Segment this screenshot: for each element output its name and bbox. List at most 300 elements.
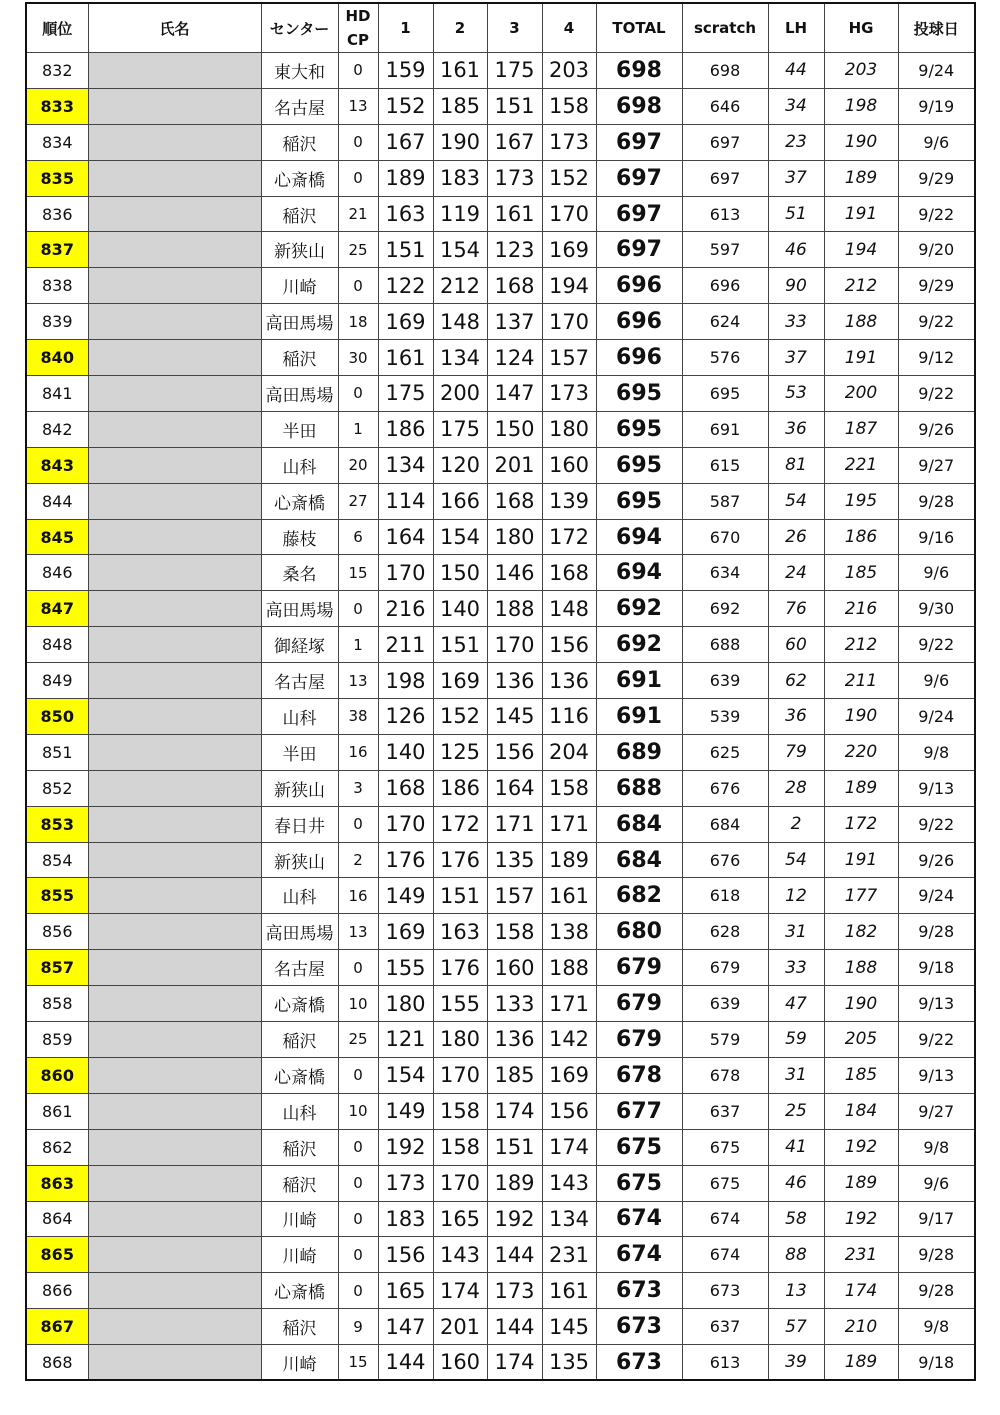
date-cell: 9/22 <box>898 806 975 842</box>
hg-cell: 191 <box>824 196 898 232</box>
table-row <box>26 232 975 268</box>
game-1-cell: 169 <box>378 914 433 950</box>
date-cell: 9/26 <box>898 411 975 447</box>
ranking-table <box>25 2 976 1381</box>
rank-cell: 860 <box>26 1057 88 1093</box>
lh-cell: 81 <box>768 447 824 483</box>
lh-cell: 53 <box>768 376 824 412</box>
game-1-cell: 163 <box>378 196 433 232</box>
scratch-cell: 579 <box>682 1022 768 1058</box>
hg-cell: 195 <box>824 483 898 519</box>
total-cell: 695 <box>596 411 682 447</box>
hg-cell: 182 <box>824 914 898 950</box>
game-2-cell: 150 <box>433 555 487 591</box>
lh-cell: 23 <box>768 124 824 160</box>
lh-cell: 57 <box>768 1309 824 1345</box>
lh-cell: 76 <box>768 591 824 627</box>
game-1-cell: 168 <box>378 770 433 806</box>
date-cell: 9/18 <box>898 1345 975 1381</box>
game-3-cell: 170 <box>487 627 542 663</box>
hg-cell: 221 <box>824 447 898 483</box>
name-cell <box>88 734 261 770</box>
rank-cell: 868 <box>26 1345 88 1381</box>
center-cell: 新狭山 <box>261 842 338 878</box>
header-center: センター <box>261 3 338 53</box>
game-1-cell: 114 <box>378 483 433 519</box>
center-cell: 名古屋 <box>261 663 338 699</box>
lh-cell: 90 <box>768 268 824 304</box>
name-cell <box>88 88 261 124</box>
game-4-cell: 116 <box>542 699 596 735</box>
hdcp-cell: 38 <box>338 699 378 735</box>
name-cell <box>88 483 261 519</box>
game-1-cell: 180 <box>378 986 433 1022</box>
game-4-cell: 161 <box>542 878 596 914</box>
date-cell: 9/24 <box>898 53 975 89</box>
game-1-cell: 170 <box>378 806 433 842</box>
rank-cell: 844 <box>26 483 88 519</box>
date-cell: 9/28 <box>898 483 975 519</box>
rank-cell: 834 <box>26 124 88 160</box>
hdcp-cell: 10 <box>338 1093 378 1129</box>
date-cell: 9/17 <box>898 1201 975 1237</box>
game-4-cell: 169 <box>542 232 596 268</box>
name-cell <box>88 806 261 842</box>
date-cell: 9/28 <box>898 1273 975 1309</box>
game-3-cell: 174 <box>487 1345 542 1381</box>
total-cell: 695 <box>596 483 682 519</box>
hdcp-cell: 0 <box>338 376 378 412</box>
rank-cell: 864 <box>26 1201 88 1237</box>
game-3-cell: 136 <box>487 1022 542 1058</box>
game-4-cell: 134 <box>542 1201 596 1237</box>
name-cell <box>88 447 261 483</box>
game-2-cell: 176 <box>433 950 487 986</box>
scratch-cell: 675 <box>682 1129 768 1165</box>
total-cell: 689 <box>596 734 682 770</box>
header-game-1: 1 <box>378 3 433 53</box>
name-cell <box>88 555 261 591</box>
game-4-cell: 171 <box>542 806 596 842</box>
hg-cell: 184 <box>824 1093 898 1129</box>
game-1-cell: 186 <box>378 411 433 447</box>
hg-cell: 185 <box>824 555 898 591</box>
total-cell: 684 <box>596 806 682 842</box>
rank-cell: 833 <box>26 88 88 124</box>
table-row <box>26 53 975 89</box>
scratch-cell: 637 <box>682 1093 768 1129</box>
table-row <box>26 950 975 986</box>
total-cell: 673 <box>596 1345 682 1381</box>
hg-cell: 172 <box>824 806 898 842</box>
rank-cell: 855 <box>26 878 88 914</box>
table-row <box>26 878 975 914</box>
center-cell: 藤枝 <box>261 519 338 555</box>
game-4-cell: 138 <box>542 914 596 950</box>
rank-cell: 840 <box>26 340 88 376</box>
table-row <box>26 1345 975 1381</box>
total-cell: 696 <box>596 304 682 340</box>
hdcp-cell: 0 <box>338 1129 378 1165</box>
game-3-cell: 157 <box>487 878 542 914</box>
total-cell: 697 <box>596 160 682 196</box>
total-cell: 694 <box>596 555 682 591</box>
table-row <box>26 806 975 842</box>
scratch-cell: 679 <box>682 950 768 986</box>
name-cell <box>88 340 261 376</box>
hdcp-cell: 0 <box>338 591 378 627</box>
game-1-cell: 175 <box>378 376 433 412</box>
game-2-cell: 120 <box>433 447 487 483</box>
name-cell <box>88 914 261 950</box>
table-row <box>26 1129 975 1165</box>
center-cell: 川崎 <box>261 1201 338 1237</box>
date-cell: 9/8 <box>898 734 975 770</box>
center-cell: 高田馬場 <box>261 914 338 950</box>
total-cell: 691 <box>596 699 682 735</box>
rank-cell: 841 <box>26 376 88 412</box>
hg-cell: 189 <box>824 160 898 196</box>
game-4-cell: 188 <box>542 950 596 986</box>
header-date: 投球日 <box>898 3 975 53</box>
center-cell: 稲沢 <box>261 340 338 376</box>
game-4-cell: 189 <box>542 842 596 878</box>
name-cell <box>88 1057 261 1093</box>
name-cell <box>88 627 261 663</box>
scratch-cell: 673 <box>682 1273 768 1309</box>
center-cell: 御経塚 <box>261 627 338 663</box>
hg-cell: 185 <box>824 1057 898 1093</box>
game-3-cell: 151 <box>487 1129 542 1165</box>
game-1-cell: 189 <box>378 160 433 196</box>
game-1-cell: 161 <box>378 340 433 376</box>
table-row <box>26 1165 975 1201</box>
table-row <box>26 304 975 340</box>
game-2-cell: 172 <box>433 806 487 842</box>
game-2-cell: 119 <box>433 196 487 232</box>
scratch-cell: 676 <box>682 842 768 878</box>
game-2-cell: 155 <box>433 986 487 1022</box>
game-2-cell: 183 <box>433 160 487 196</box>
rank-cell: 863 <box>26 1165 88 1201</box>
rank-cell: 846 <box>26 555 88 591</box>
game-1-cell: 183 <box>378 1201 433 1237</box>
hdcp-cell: 15 <box>338 1345 378 1381</box>
lh-cell: 25 <box>768 1093 824 1129</box>
rank-cell: 865 <box>26 1237 88 1273</box>
hg-cell: 212 <box>824 268 898 304</box>
center-cell: 高田馬場 <box>261 304 338 340</box>
lh-cell: 34 <box>768 88 824 124</box>
lh-cell: 13 <box>768 1273 824 1309</box>
name-cell <box>88 411 261 447</box>
rank-cell: 837 <box>26 232 88 268</box>
table-row <box>26 88 975 124</box>
header-hdcp-line1: HD <box>345 7 371 25</box>
total-cell: 675 <box>596 1129 682 1165</box>
game-1-cell: 134 <box>378 447 433 483</box>
lh-cell: 60 <box>768 627 824 663</box>
game-2-cell: 165 <box>433 1201 487 1237</box>
game-3-cell: 160 <box>487 950 542 986</box>
date-cell: 9/24 <box>898 699 975 735</box>
name-cell <box>88 878 261 914</box>
game-1-cell: 165 <box>378 1273 433 1309</box>
game-1-cell: 216 <box>378 591 433 627</box>
hg-cell: 177 <box>824 878 898 914</box>
game-3-cell: 158 <box>487 914 542 950</box>
header-name: 氏名 <box>88 3 261 53</box>
hdcp-cell: 0 <box>338 53 378 89</box>
table-row <box>26 1237 975 1273</box>
header-game-2: 2 <box>433 3 487 53</box>
center-cell: 高田馬場 <box>261 376 338 412</box>
name-cell <box>88 950 261 986</box>
game-4-cell: 174 <box>542 1129 596 1165</box>
center-cell: 山科 <box>261 1093 338 1129</box>
hg-cell: 190 <box>824 986 898 1022</box>
date-cell: 9/16 <box>898 519 975 555</box>
game-4-cell: 171 <box>542 986 596 1022</box>
hdcp-cell: 6 <box>338 519 378 555</box>
date-cell: 9/22 <box>898 304 975 340</box>
hdcp-cell: 0 <box>338 160 378 196</box>
game-2-cell: 212 <box>433 268 487 304</box>
name-cell <box>88 1165 261 1201</box>
scratch-cell: 576 <box>682 340 768 376</box>
rank-cell: 836 <box>26 196 88 232</box>
hdcp-cell: 21 <box>338 196 378 232</box>
hg-cell: 220 <box>824 734 898 770</box>
hdcp-cell: 1 <box>338 627 378 663</box>
game-3-cell: 145 <box>487 699 542 735</box>
game-3-cell: 201 <box>487 447 542 483</box>
lh-cell: 36 <box>768 699 824 735</box>
total-cell: 696 <box>596 340 682 376</box>
date-cell: 9/13 <box>898 986 975 1022</box>
name-cell <box>88 268 261 304</box>
center-cell: 川崎 <box>261 1237 338 1273</box>
table-row <box>26 411 975 447</box>
date-cell: 9/29 <box>898 160 975 196</box>
table-row <box>26 986 975 1022</box>
game-2-cell: 174 <box>433 1273 487 1309</box>
scratch-cell: 696 <box>682 268 768 304</box>
game-3-cell: 180 <box>487 519 542 555</box>
scratch-cell: 637 <box>682 1309 768 1345</box>
game-4-cell: 203 <box>542 53 596 89</box>
game-2-cell: 125 <box>433 734 487 770</box>
game-1-cell: 147 <box>378 1309 433 1345</box>
scratch-cell: 691 <box>682 411 768 447</box>
total-cell: 697 <box>596 196 682 232</box>
lh-cell: 39 <box>768 1345 824 1381</box>
game-4-cell: 173 <box>542 124 596 160</box>
game-4-cell: 169 <box>542 1057 596 1093</box>
scratch-cell: 618 <box>682 878 768 914</box>
game-3-cell: 144 <box>487 1237 542 1273</box>
scratch-cell: 587 <box>682 483 768 519</box>
total-cell: 679 <box>596 986 682 1022</box>
hg-cell: 231 <box>824 1237 898 1273</box>
game-3-cell: 151 <box>487 88 542 124</box>
game-2-cell: 186 <box>433 770 487 806</box>
total-cell: 679 <box>596 1022 682 1058</box>
header-game-4: 4 <box>542 3 596 53</box>
table-row <box>26 914 975 950</box>
date-cell: 9/22 <box>898 1022 975 1058</box>
game-2-cell: 185 <box>433 88 487 124</box>
center-cell: 川崎 <box>261 1345 338 1381</box>
game-3-cell: 175 <box>487 53 542 89</box>
game-3-cell: 173 <box>487 1273 542 1309</box>
game-4-cell: 156 <box>542 627 596 663</box>
scratch-cell: 613 <box>682 1345 768 1381</box>
hdcp-cell: 0 <box>338 124 378 160</box>
lh-cell: 31 <box>768 914 824 950</box>
table-row <box>26 1273 975 1309</box>
table-row <box>26 268 975 304</box>
lh-cell: 26 <box>768 519 824 555</box>
table-row <box>26 663 975 699</box>
total-cell: 696 <box>596 268 682 304</box>
rank-cell: 838 <box>26 268 88 304</box>
name-cell <box>88 842 261 878</box>
rank-cell: 848 <box>26 627 88 663</box>
table-row <box>26 591 975 627</box>
scratch-cell: 639 <box>682 663 768 699</box>
total-cell: 679 <box>596 950 682 986</box>
center-cell: 心斎橋 <box>261 1273 338 1309</box>
game-3-cell: 185 <box>487 1057 542 1093</box>
table-row <box>26 1201 975 1237</box>
scratch-cell: 688 <box>682 627 768 663</box>
game-1-cell: 149 <box>378 1093 433 1129</box>
date-cell: 9/26 <box>898 842 975 878</box>
lh-cell: 37 <box>768 160 824 196</box>
header-scratch: scratch <box>682 3 768 53</box>
center-cell: 半田 <box>261 734 338 770</box>
total-cell: 673 <box>596 1309 682 1345</box>
game-3-cell: 135 <box>487 842 542 878</box>
hdcp-cell: 3 <box>338 770 378 806</box>
center-cell: 東大和 <box>261 53 338 89</box>
date-cell: 9/13 <box>898 1057 975 1093</box>
rank-cell: 867 <box>26 1309 88 1345</box>
date-cell: 9/27 <box>898 1093 975 1129</box>
scratch-cell: 639 <box>682 986 768 1022</box>
hg-cell: 200 <box>824 376 898 412</box>
date-cell: 9/29 <box>898 268 975 304</box>
date-cell: 9/6 <box>898 1165 975 1201</box>
hdcp-cell: 25 <box>338 1022 378 1058</box>
name-cell <box>88 124 261 160</box>
name-cell <box>88 1201 261 1237</box>
lh-cell: 79 <box>768 734 824 770</box>
center-cell: 稲沢 <box>261 124 338 160</box>
name-cell <box>88 232 261 268</box>
hg-cell: 189 <box>824 1165 898 1201</box>
table-row <box>26 1093 975 1129</box>
total-cell: 698 <box>596 88 682 124</box>
scratch-cell: 697 <box>682 124 768 160</box>
lh-cell: 54 <box>768 483 824 519</box>
table-row <box>26 627 975 663</box>
name-cell <box>88 1093 261 1129</box>
game-2-cell: 151 <box>433 878 487 914</box>
table-row <box>26 160 975 196</box>
table-row <box>26 770 975 806</box>
date-cell: 9/22 <box>898 196 975 232</box>
center-cell: 心斎橋 <box>261 1057 338 1093</box>
center-cell: 新狭山 <box>261 770 338 806</box>
name-cell <box>88 160 261 196</box>
hg-cell: 212 <box>824 627 898 663</box>
rank-cell: 842 <box>26 411 88 447</box>
game-4-cell: 194 <box>542 268 596 304</box>
hdcp-cell: 30 <box>338 340 378 376</box>
game-4-cell: 145 <box>542 1309 596 1345</box>
rank-cell: 866 <box>26 1273 88 1309</box>
game-2-cell: 158 <box>433 1093 487 1129</box>
rank-cell: 849 <box>26 663 88 699</box>
game-4-cell: 142 <box>542 1022 596 1058</box>
game-3-cell: 123 <box>487 232 542 268</box>
game-1-cell: 164 <box>378 519 433 555</box>
table-row <box>26 483 975 519</box>
center-cell: 桑名 <box>261 555 338 591</box>
lh-cell: 44 <box>768 53 824 89</box>
game-4-cell: 157 <box>542 340 596 376</box>
game-4-cell: 180 <box>542 411 596 447</box>
table-row <box>26 699 975 735</box>
hg-cell: 187 <box>824 411 898 447</box>
hg-cell: 203 <box>824 53 898 89</box>
game-4-cell: 156 <box>542 1093 596 1129</box>
name-cell <box>88 1345 261 1381</box>
date-cell: 9/13 <box>898 770 975 806</box>
rank-cell: 847 <box>26 591 88 627</box>
hg-cell: 210 <box>824 1309 898 1345</box>
game-2-cell: 201 <box>433 1309 487 1345</box>
game-2-cell: 134 <box>433 340 487 376</box>
hdcp-cell: 0 <box>338 1165 378 1201</box>
game-1-cell: 152 <box>378 88 433 124</box>
table-row <box>26 519 975 555</box>
scratch-cell: 670 <box>682 519 768 555</box>
table-row <box>26 555 975 591</box>
game-1-cell: 121 <box>378 1022 433 1058</box>
game-1-cell: 169 <box>378 304 433 340</box>
total-cell: 674 <box>596 1237 682 1273</box>
date-cell: 9/28 <box>898 1237 975 1273</box>
center-cell: 半田 <box>261 411 338 447</box>
game-3-cell: 173 <box>487 160 542 196</box>
rank-cell: 862 <box>26 1129 88 1165</box>
hg-cell: 186 <box>824 519 898 555</box>
game-4-cell: 172 <box>542 519 596 555</box>
table-row <box>26 842 975 878</box>
game-2-cell: 148 <box>433 304 487 340</box>
scratch-cell: 628 <box>682 914 768 950</box>
scratch-cell: 624 <box>682 304 768 340</box>
hdcp-cell: 27 <box>338 483 378 519</box>
table-row <box>26 1309 975 1345</box>
table-row <box>26 1057 975 1093</box>
lh-cell: 54 <box>768 842 824 878</box>
game-3-cell: 150 <box>487 411 542 447</box>
date-cell: 9/6 <box>898 663 975 699</box>
